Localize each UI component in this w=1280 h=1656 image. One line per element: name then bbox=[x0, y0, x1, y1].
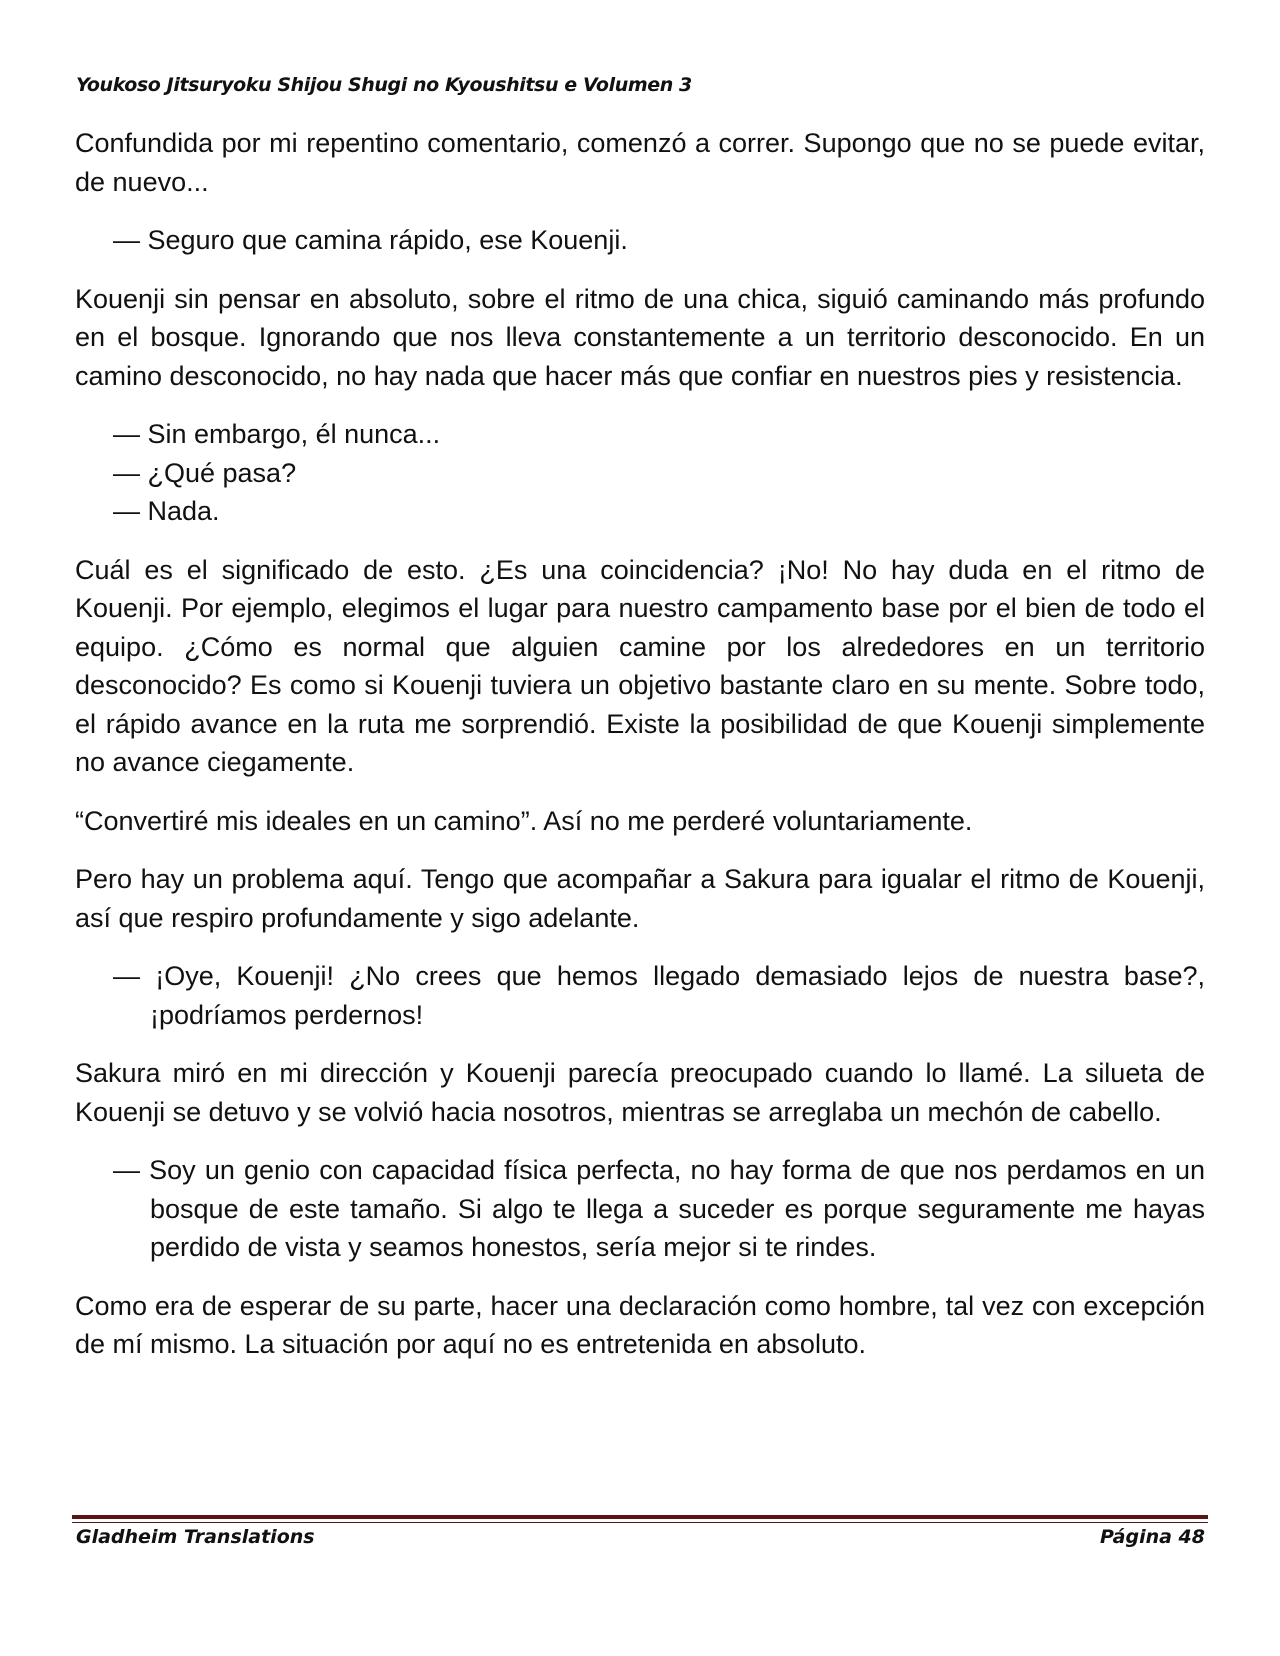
dialogue-block bbox=[75, 957, 1205, 1034]
dialogue-line: — Seguro que camina rápido, ese Kouenji. bbox=[113, 225, 628, 255]
paragraph: Kouenji sin pensar en absoluto, sobre el ritmo de una chica, siguió caminando más profundo en el bosque. Ignorando que nos lleva constantemente a un territorio desconocido. En un camino desconocido, no hay nada que hacer más que confiar en nuestros pies y resistencia. bbox=[75, 283, 1205, 391]
paragraph: “Convertiré mis ideales en un camino”. Así no me perderé voluntariamente. bbox=[75, 805, 973, 836]
dialogue-block bbox=[75, 221, 1205, 260]
paragraph: Confundida por mi repentino comentario, comenzó a correr. Supongo que no se puede evitar, de nuevo... bbox=[75, 128, 1205, 197]
dialogue-line: — ¡Oye, Kouenji! ¿No crees que hemos llegado demasiado lejos de nuestra base?, ¡podríamos perdernos! bbox=[113, 961, 1205, 1030]
footer-divider-thick bbox=[72, 1515, 1208, 1519]
dialogue-line: — Nada. bbox=[113, 496, 220, 526]
footer-divider bbox=[72, 1515, 1208, 1523]
footer-translator: Gladheim Translations bbox=[76, 1526, 315, 1548]
page-body bbox=[75, 124, 1205, 1384]
paragraph: Como era de esperar de su parte, hacer una declaración como hombre, tal vez con excepción de mí mismo. La situación por aquí no es entretenida en absoluto. bbox=[75, 1290, 1205, 1359]
footer-divider-thin bbox=[72, 1522, 1208, 1523]
paragraph: Sakura miró en mi dirección y Kouenji parecía preocupado cuando lo llamé. La silueta de Kouenji se detuvo y se volvió hacia nosotros, mientras se arreglaba un mechón de cabello. bbox=[75, 1058, 1205, 1127]
dialogue-block bbox=[75, 1151, 1205, 1267]
dialogue-block bbox=[75, 415, 1205, 531]
dialogue-line: — Soy un genio con capacidad física perfecta, no hay forma de que nos perdamos en un bosque de este tamaño. Si algo te llega a suceder es porque seguramente me hayas perdido de vista y seamos honestos, sería mejor si te rindes. bbox=[113, 1155, 1205, 1262]
paragraph: Pero hay un problema aquí. Tengo que acompañar a Sakura para igualar el ritmo de Kouenji, así que respiro profundamente y sigo adelante. bbox=[75, 864, 1205, 933]
footer-page-number: Página 48 bbox=[1099, 1526, 1205, 1548]
dialogue-line: — ¿Qué pasa? bbox=[113, 457, 297, 488]
page-header-title: Youkoso Jitsuryoku Shijou Shugi no Kyoushitsu e Volumen 3 bbox=[76, 74, 692, 96]
dialogue-line: — Sin embargo, él nunca... bbox=[113, 419, 441, 449]
paragraph: Cuál es el significado de esto. ¿Es una coincidencia? ¡No! No hay duda en el ritmo de Kouenji. Por ejemplo, elegimos el lugar para nuestro campamento base por el bien de todo el equipo. ¿Cómo es normal que alguien camine por los alrededores en un territorio desconocido? Es como si Kouenji tuviera un objetivo bastante claro en su mente. Sobre todo, el rápido avance en la ruta me sorprendió. Existe la posibilidad de que Kouenji simplemente no avance ciegamente. bbox=[75, 554, 1205, 777]
